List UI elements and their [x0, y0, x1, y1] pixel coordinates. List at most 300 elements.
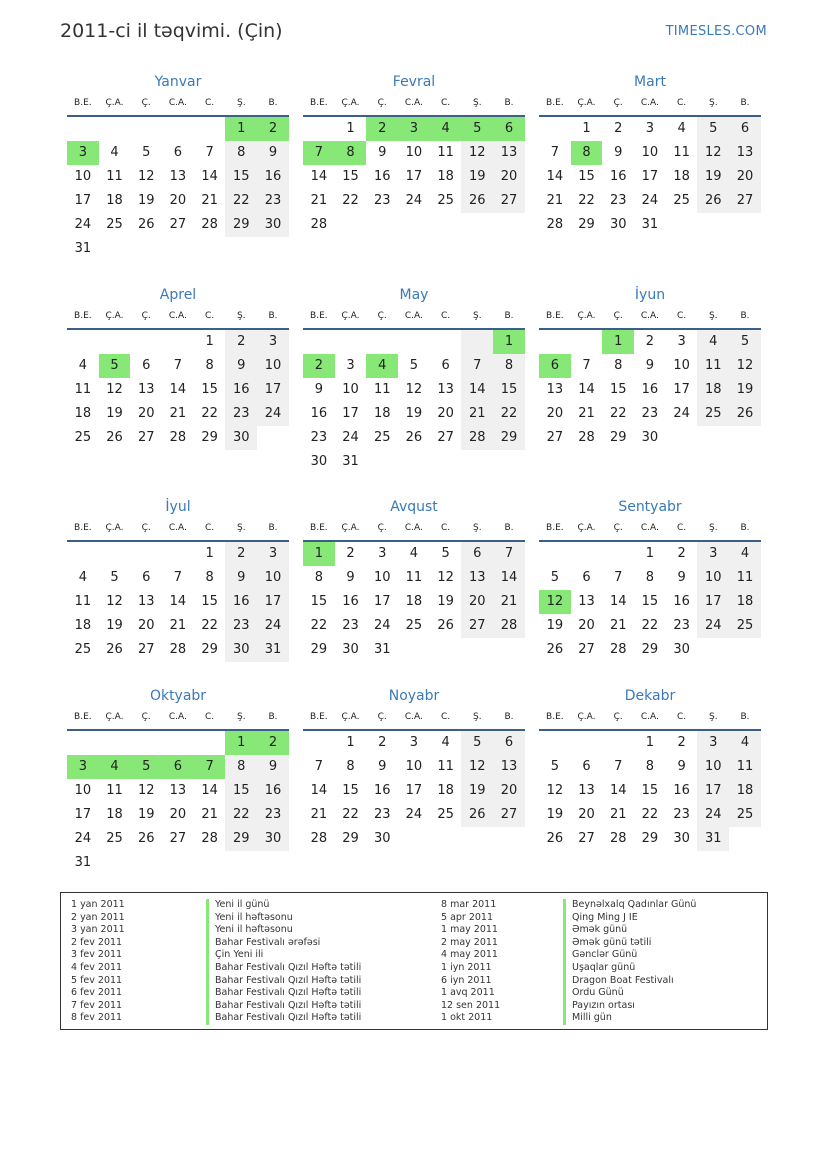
legend-dates-left — [71, 899, 125, 1025]
legend-holiday-name: Uşaqlar günü — [563, 962, 696, 975]
weekday-label: C.A. — [640, 311, 659, 321]
day-cell: 3 — [645, 121, 655, 136]
day-cell: 27 — [578, 831, 595, 846]
weekday-label: Ç.A. — [341, 98, 360, 108]
day-cell: 17 — [74, 807, 92, 822]
weekday-label: C.A. — [404, 311, 423, 321]
day-cell: 3 — [677, 334, 686, 349]
month-name: May — [399, 287, 429, 303]
month-calendar — [303, 72, 525, 237]
day-cell: 12 — [697, 141, 729, 165]
day-cell: 2 — [378, 735, 387, 750]
day-cell: 21 — [609, 618, 627, 633]
day-cell: 22 — [201, 406, 218, 421]
empty-day-cell — [539, 542, 571, 566]
day-cell: 31 — [74, 855, 92, 870]
weekday-label: C.A. — [640, 523, 659, 533]
weekday-label: Ç.A. — [105, 712, 124, 722]
weekday-label: C.A. — [404, 523, 423, 533]
legend-holiday-name: Bahar Festivalı Qızıl Həftə tətili — [206, 962, 361, 975]
day-cell: 11 — [405, 570, 423, 585]
day-cell: 14 — [201, 783, 218, 798]
empty-day-cell — [99, 330, 131, 354]
day-cell: 20 — [437, 406, 454, 421]
day-cell: 7 — [582, 358, 591, 373]
day-cell: 17 — [697, 779, 729, 803]
day-cell: 30 — [673, 831, 690, 846]
day-cell: 15 — [342, 169, 359, 184]
day-cell: 28 — [609, 642, 627, 657]
day-cell: 14 — [493, 566, 525, 590]
empty-day-cell — [335, 330, 367, 354]
weekday-label: B.E. — [546, 98, 564, 108]
day-cell: 23 — [641, 406, 659, 421]
day-cell: 31 — [257, 638, 289, 662]
legend-holiday-name: Payızın ortası — [563, 1000, 696, 1013]
day-cell: 15 — [225, 165, 257, 189]
day-cell: 21 — [609, 807, 627, 822]
empty-day-cell — [461, 330, 493, 354]
site-link[interactable]: TIMESLES.COM — [665, 24, 767, 39]
day-cell: 10 — [697, 755, 729, 779]
legend-date: 5 apr 2011 — [441, 911, 494, 923]
weekday-label: Ş. — [708, 311, 718, 321]
day-cell: 25 — [673, 193, 690, 208]
day-cell: 19 — [106, 618, 123, 633]
day-cell: 14 — [201, 169, 218, 184]
weekday-label: C.A. — [640, 98, 659, 108]
weekday-label: Ç.A. — [341, 523, 360, 533]
empty-day-cell — [602, 731, 634, 755]
day-cell: 7 — [493, 542, 525, 566]
day-cell: 12 — [546, 783, 564, 798]
weekday-label: Ç. — [377, 98, 387, 108]
day-cell: 23 — [673, 618, 690, 633]
day-cell: 11 — [729, 755, 761, 779]
month-name: Oktyabr — [149, 688, 207, 704]
weekday-label: B. — [504, 98, 514, 108]
day-cell: 16 — [673, 594, 690, 609]
day-cell: 16 — [342, 594, 359, 609]
weekday-label: C.A. — [168, 98, 187, 108]
holiday-day-cell: 6 — [162, 755, 194, 779]
weekday-label: Ç. — [613, 98, 623, 108]
empty-day-cell — [130, 117, 162, 141]
day-cell: 4 — [697, 330, 729, 354]
day-cell: 20 — [169, 807, 187, 822]
day-cell: 15 — [609, 382, 627, 397]
legend-names-left — [206, 899, 361, 1025]
day-cell: 9 — [257, 755, 289, 779]
holiday-day-cell: 2 — [257, 117, 289, 141]
day-cell: 24 — [697, 803, 729, 827]
weekday-label: B.E. — [546, 311, 564, 321]
weekday-label: B.E. — [546, 523, 564, 533]
day-cell: 27 — [461, 614, 493, 638]
day-cell: 25 — [729, 614, 761, 638]
day-grid — [67, 330, 289, 450]
weekday-label: Ç. — [141, 712, 151, 722]
day-cell: 27 — [137, 642, 155, 657]
day-cell: 20 — [578, 618, 595, 633]
weekday-label: B.E. — [74, 523, 92, 533]
day-cell: 24 — [74, 217, 92, 232]
weekday-label: B.E. — [546, 712, 564, 722]
weekday-label: Ç. — [377, 712, 387, 722]
day-cell: 18 — [74, 406, 92, 421]
empty-day-cell — [539, 731, 571, 755]
weekday-header — [303, 305, 525, 330]
legend-date: 3 fev 2011 — [71, 949, 123, 961]
weekday-header — [67, 305, 289, 330]
holiday-day-cell: 1 — [303, 542, 335, 566]
day-grid — [67, 117, 289, 261]
day-cell: 28 — [201, 217, 218, 232]
holiday-day-cell: 8 — [571, 141, 603, 165]
weekday-label: Ç.A. — [577, 311, 596, 321]
weekday-label: C. — [205, 712, 215, 722]
weekday-label: C. — [677, 98, 687, 108]
legend-dates-right — [441, 899, 500, 1025]
day-cell: 26 — [106, 642, 123, 657]
day-cell: 19 — [546, 618, 564, 633]
day-cell: 13 — [578, 594, 595, 609]
weekday-label: Ş. — [708, 523, 718, 533]
legend-holiday-name: Dragon Boat Festivalı — [563, 975, 696, 988]
day-cell: 10 — [74, 169, 92, 184]
holiday-day-cell: 12 — [539, 590, 571, 614]
legend-holiday-name: Yeni il həftəsonu — [206, 912, 361, 925]
day-cell: 12 — [137, 783, 155, 798]
weekday-header — [303, 517, 525, 542]
day-cell: 24 — [74, 831, 92, 846]
holiday-day-cell: 4 — [99, 755, 131, 779]
legend-holiday-name: Əmək günü — [563, 924, 696, 937]
day-cell: 20 — [493, 165, 525, 189]
day-cell: 25 — [437, 193, 454, 208]
day-cell: 15 — [578, 169, 595, 184]
holiday-day-cell: 1 — [225, 731, 257, 755]
day-cell: 22 — [201, 618, 218, 633]
weekday-label: B.E. — [74, 712, 92, 722]
day-cell: 14 — [578, 382, 595, 397]
empty-day-cell — [303, 117, 335, 141]
day-cell: 9 — [677, 759, 686, 774]
day-cell: 6 — [461, 542, 493, 566]
month-calendar — [303, 686, 525, 851]
day-cell: 18 — [437, 783, 454, 798]
day-cell: 6 — [493, 731, 525, 755]
month-name: İyun — [634, 287, 666, 303]
day-cell: 1 — [346, 121, 355, 136]
day-cell: 21 — [169, 406, 187, 421]
day-cell: 2 — [677, 546, 686, 561]
day-cell: 22 — [342, 807, 359, 822]
day-cell: 29 — [225, 827, 257, 851]
page-title: 2011-ci il təqvimi. (Çin) — [60, 20, 283, 42]
weekday-label: Ç.A. — [341, 712, 360, 722]
day-cell: 24 — [257, 402, 289, 426]
day-cell: 29 — [201, 430, 218, 445]
day-cell: 30 — [257, 827, 289, 851]
day-cell: 23 — [225, 614, 257, 638]
month-name: Mart — [634, 74, 666, 90]
day-cell: 24 — [673, 406, 690, 421]
day-cell: 25 — [106, 217, 123, 232]
weekday-label: B. — [504, 523, 514, 533]
day-cell: 25 — [106, 831, 123, 846]
month-name: Fevral — [392, 74, 436, 90]
legend-date: 3 yan 2011 — [71, 924, 125, 936]
day-cell: 12 — [405, 382, 423, 397]
day-cell: 5 — [461, 731, 493, 755]
legend-holiday-name: Bahar Festivalı Qızıl Həftə tətili — [206, 1012, 361, 1025]
day-cell: 19 — [405, 406, 423, 421]
day-cell: 3 — [378, 546, 387, 561]
empty-day-cell — [162, 731, 194, 755]
weekday-label: Ç. — [377, 311, 387, 321]
day-cell: 9 — [346, 570, 355, 585]
weekday-label: C. — [205, 523, 215, 533]
weekday-label: B.E. — [310, 523, 328, 533]
empty-day-cell — [130, 330, 162, 354]
weekday-label: B.E. — [310, 311, 328, 321]
month-name: İyul — [165, 499, 191, 515]
month-calendar — [67, 285, 289, 450]
day-cell: 19 — [437, 594, 454, 609]
day-cell: 25 — [697, 402, 729, 426]
day-cell: 27 — [493, 189, 525, 213]
day-cell: 18 — [697, 378, 729, 402]
day-cell: 8 — [614, 358, 623, 373]
day-cell: 5 — [142, 145, 151, 160]
day-cell: 22 — [225, 803, 257, 827]
day-cell: 11 — [74, 594, 92, 609]
day-cell: 16 — [257, 165, 289, 189]
day-cell: 2 — [346, 546, 355, 561]
day-grid — [303, 542, 525, 662]
day-cell: 6 — [142, 570, 151, 585]
empty-day-cell — [162, 117, 194, 141]
day-cell: 22 — [578, 193, 595, 208]
weekday-label: Ş. — [708, 98, 718, 108]
day-cell: 13 — [578, 783, 595, 798]
day-cell: 31 — [373, 642, 391, 657]
day-cell: 8 — [645, 759, 655, 774]
day-cell: 14 — [609, 783, 627, 798]
month-name: Dekabr — [624, 688, 676, 704]
day-cell: 27 — [437, 430, 454, 445]
empty-day-cell — [162, 542, 194, 566]
weekday-label: Ş. — [236, 712, 246, 722]
day-cell: 21 — [310, 193, 328, 208]
month-calendar — [67, 686, 289, 875]
day-cell: 4 — [78, 570, 87, 585]
day-cell: 8 — [314, 570, 323, 585]
day-cell: 16 — [373, 783, 391, 798]
legend-holiday-name: Ordu Günü — [563, 987, 696, 1000]
day-cell: 31 — [74, 241, 92, 256]
day-cell: 11 — [106, 783, 123, 798]
day-cell: 2 — [677, 735, 686, 750]
day-cell: 17 — [257, 590, 289, 614]
weekday-label: Ş. — [236, 311, 246, 321]
day-cell: 11 — [437, 759, 454, 774]
day-cell: 13 — [137, 594, 155, 609]
month-calendar — [303, 285, 525, 474]
weekday-label: C. — [441, 712, 451, 722]
day-cell: 23 — [225, 402, 257, 426]
day-cell: 23 — [673, 807, 690, 822]
day-cell: 6 — [582, 759, 591, 774]
day-cell: 24 — [257, 614, 289, 638]
holiday-day-cell: 5 — [130, 755, 162, 779]
day-cell: 8 — [645, 570, 655, 585]
day-cell: 15 — [201, 382, 218, 397]
day-cell: 27 — [169, 217, 187, 232]
holiday-day-cell: 8 — [335, 141, 367, 165]
day-cell: 28 — [169, 642, 187, 657]
holiday-day-cell: 3 — [398, 117, 430, 141]
holiday-day-cell: 4 — [366, 354, 398, 378]
day-cell: 10 — [697, 566, 729, 590]
month-name: Aprel — [159, 287, 197, 303]
day-cell: 10 — [257, 566, 289, 590]
day-cell: 24 — [405, 807, 423, 822]
day-cell: 19 — [729, 378, 761, 402]
day-cell: 26 — [546, 831, 564, 846]
day-cell: 23 — [257, 803, 289, 827]
day-cell: 16 — [225, 378, 257, 402]
day-cell: 9 — [614, 145, 623, 160]
day-cell: 28 — [461, 426, 493, 450]
day-cell: 18 — [405, 594, 423, 609]
weekday-label: B. — [740, 311, 750, 321]
day-cell: 21 — [578, 406, 595, 421]
day-cell: 20 — [169, 193, 187, 208]
day-cell: 18 — [729, 779, 761, 803]
holiday-day-cell: 3 — [67, 755, 99, 779]
weekday-label: C. — [677, 712, 687, 722]
day-cell: 23 — [373, 193, 391, 208]
day-cell: 28 — [493, 614, 525, 638]
weekday-label: C.A. — [168, 523, 187, 533]
holiday-day-cell: 4 — [430, 117, 462, 141]
day-cell: 30 — [225, 426, 257, 450]
day-cell: 10 — [257, 354, 289, 378]
weekday-label: Ç.A. — [577, 523, 596, 533]
empty-day-cell — [539, 330, 571, 354]
legend-holiday-name: Milli gün — [563, 1012, 696, 1025]
day-cell: 21 — [493, 590, 525, 614]
day-cell: 9 — [378, 145, 387, 160]
day-cell: 3 — [346, 358, 355, 373]
day-cell: 16 — [673, 783, 690, 798]
weekday-label: C. — [441, 523, 451, 533]
day-cell: 6 — [441, 358, 450, 373]
day-cell: 29 — [310, 642, 328, 657]
weekday-label: B. — [268, 523, 278, 533]
weekday-label: Ç. — [141, 311, 151, 321]
day-cell: 8 — [493, 354, 525, 378]
weekday-label: B. — [268, 311, 278, 321]
day-cell: 13 — [437, 382, 454, 397]
day-cell: 12 — [729, 354, 761, 378]
holiday-day-cell: 1 — [602, 330, 634, 354]
day-cell: 25 — [729, 803, 761, 827]
day-cell: 12 — [437, 570, 454, 585]
day-cell: 25 — [373, 430, 391, 445]
day-cell: 1 — [346, 735, 355, 750]
day-cell: 1 — [582, 121, 591, 136]
weekday-label: B. — [504, 712, 514, 722]
holiday-day-cell: 2 — [257, 731, 289, 755]
day-cell: 6 — [729, 117, 761, 141]
day-cell: 12 — [137, 169, 155, 184]
month-calendar — [539, 497, 761, 662]
day-cell: 17 — [673, 382, 690, 397]
day-cell: 9 — [257, 141, 289, 165]
day-cell: 4 — [729, 731, 761, 755]
legend-date: 5 fev 2011 — [71, 974, 123, 986]
day-cell: 16 — [373, 169, 391, 184]
day-cell: 19 — [137, 807, 155, 822]
empty-day-cell — [430, 330, 462, 354]
day-cell: 21 — [201, 807, 218, 822]
month-calendar — [67, 497, 289, 662]
legend-holiday-name: Gənclər Günü — [563, 949, 696, 962]
day-cell: 8 — [225, 755, 257, 779]
weekday-label: Ç.A. — [105, 523, 124, 533]
day-cell: 22 — [225, 189, 257, 213]
day-cell: 24 — [405, 193, 423, 208]
day-cell: 10 — [641, 145, 659, 160]
empty-day-cell — [162, 330, 194, 354]
day-cell: 15 — [225, 779, 257, 803]
weekday-header — [67, 517, 289, 542]
legend-date: 4 fev 2011 — [71, 961, 123, 973]
day-cell: 26 — [106, 430, 123, 445]
day-cell: 14 — [461, 378, 493, 402]
day-cell: 26 — [729, 402, 761, 426]
weekday-label: B. — [268, 98, 278, 108]
day-cell: 18 — [373, 406, 391, 421]
day-cell: 3 — [697, 542, 729, 566]
holiday-day-cell: 2 — [366, 117, 398, 141]
weekday-label: Ç. — [613, 311, 623, 321]
weekday-label: B.E. — [74, 98, 92, 108]
weekday-label: Ç. — [141, 523, 151, 533]
legend-date: 1 yan 2011 — [71, 899, 125, 910]
weekday-label: C.A. — [168, 311, 187, 321]
day-cell: 30 — [609, 217, 627, 232]
day-cell: 27 — [578, 642, 595, 657]
day-cell: 8 — [205, 570, 214, 585]
day-cell: 23 — [342, 618, 359, 633]
empty-day-cell — [303, 731, 335, 755]
day-cell: 30 — [673, 642, 690, 657]
holiday-day-cell: 5 — [461, 117, 493, 141]
day-cell: 19 — [546, 807, 564, 822]
weekday-label: Ç. — [377, 523, 387, 533]
day-cell: 28 — [578, 430, 595, 445]
month-calendar — [539, 285, 761, 450]
weekday-label: B. — [740, 712, 750, 722]
day-cell: 18 — [437, 169, 454, 184]
weekday-label: C. — [441, 98, 451, 108]
day-cell: 14 — [310, 783, 328, 798]
legend-holiday-name: Çin Yeni ili — [206, 949, 361, 962]
